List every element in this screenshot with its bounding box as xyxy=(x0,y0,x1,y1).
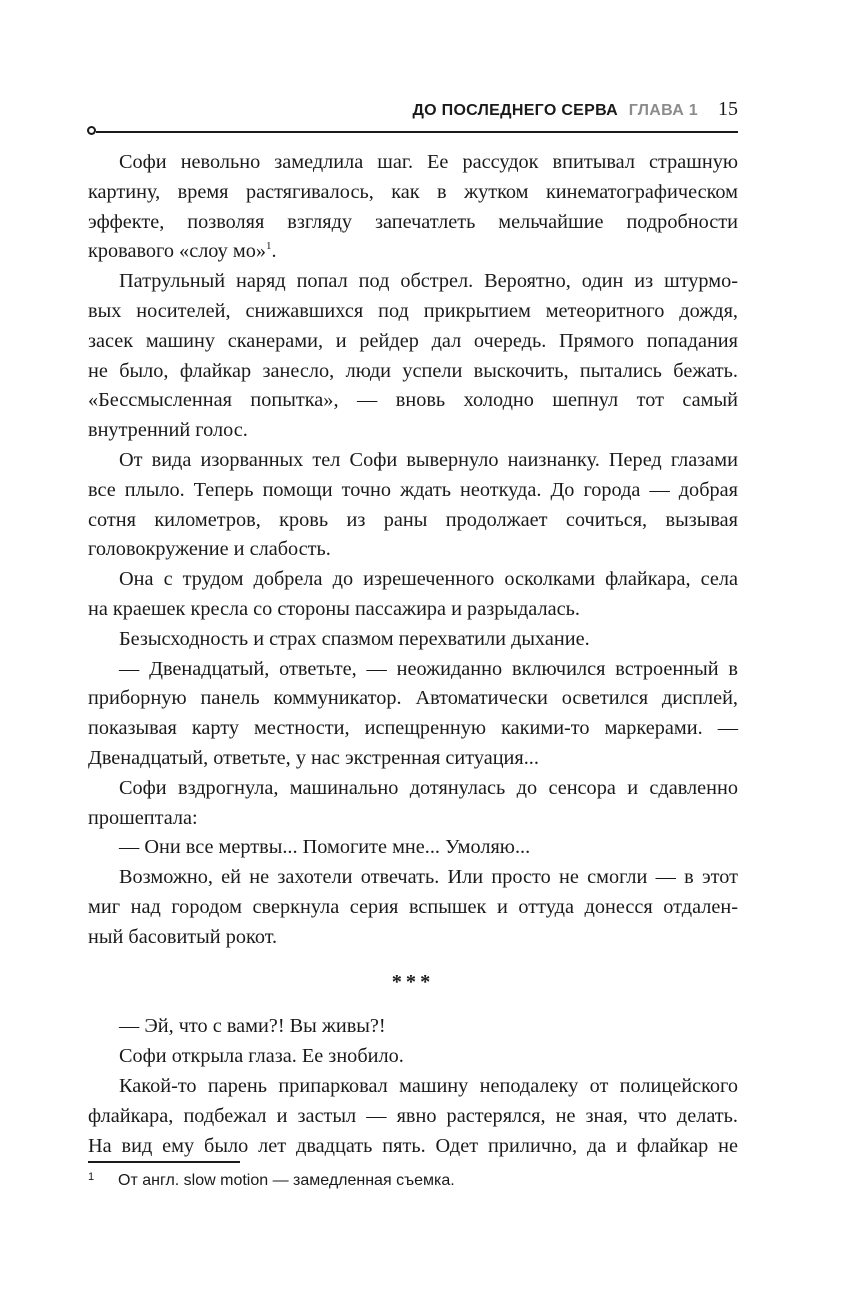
page-number: 15 xyxy=(718,98,738,120)
book-title: ДО ПОСЛЕДНЕГО СЕРВА xyxy=(412,102,619,119)
text-line: — Эй, что с вами?! Вы живы?! xyxy=(119,1015,386,1038)
footnote-marker: 1 xyxy=(88,1171,95,1183)
text-line: внутренний голос. xyxy=(88,419,248,442)
running-head xyxy=(412,102,698,120)
text-line: Софи вздрогнула, машинально дотянулась до сенсора и сдавленно xyxy=(119,776,738,799)
text-line: — Двенадцатый, ответьте, — неожиданно включился встроенный в xyxy=(119,657,738,680)
text-line: Она с трудом добрела до изрешеченного осколками флайкара, села xyxy=(119,568,738,591)
text-line: засек машину сканерами, и рейдер дал очередь. Прямого попадания xyxy=(88,329,738,352)
footnote-text: От англ. slow motion — замедленная съемка. xyxy=(118,1172,455,1189)
text-line: От вида изорванных тел Софи вывернуло наизнанку. Перед глазами xyxy=(119,448,738,471)
footnote-reference[interactable]: 1 xyxy=(266,240,272,253)
text-line: Безысходность и страх спазмом перехватили дыхание. xyxy=(119,627,590,650)
header-rule xyxy=(96,131,738,133)
text-line: Патрульный наряд попал под обстрел. Вероятно, один из штурмо- xyxy=(119,270,738,293)
text-line xyxy=(88,237,738,267)
text-line: головокружение и слабость. xyxy=(88,538,331,561)
text-line: «Бессмысленная попытка», — вновь холодно шепнул тот самый xyxy=(88,389,738,412)
text-line: эффекте, позволяя взгляду запечатлеть мельчайшие подробности xyxy=(88,210,738,233)
scene-break: *** xyxy=(391,970,435,993)
text-line: на краешек кресла со стороны пассажира и разрыдалась. xyxy=(88,597,580,620)
text-line: ный басовитый рокот. xyxy=(88,925,278,948)
text-line: Какой-то парень припарковал машину неподалеку от полицейского xyxy=(119,1074,738,1097)
running-header xyxy=(88,96,738,136)
sentence-period: . xyxy=(271,240,277,263)
footnote xyxy=(88,1170,738,1192)
text-line: Софи открыла глаза. Ее знобило. xyxy=(119,1045,404,1068)
text-line: На вид ему было лет двадцать пять. Одет прилично, да и флайкар не xyxy=(88,1134,738,1157)
chapter-label: ГЛАВА 1 xyxy=(628,102,698,119)
header-rule-dot xyxy=(87,126,96,135)
text-line: не было, флайкар занесло, люди успели выскочить, пытались бежать. xyxy=(88,359,738,382)
text-line: приборную панель коммуникатор. Автоматически осветился дисплей, xyxy=(88,687,738,710)
text-line: картину, время растягивалось, как в жутком кинематографическом xyxy=(88,180,738,203)
section-gap xyxy=(88,997,738,1012)
text-line: флайкара, подбежал и застыл — явно растерялся, не зная, что делать. xyxy=(88,1104,738,1127)
text-line: — Они все мертвы... Помогите мне... Умоляю... xyxy=(119,836,531,859)
text-line: Софи невольно замедлила шаг. Ее рассудок впитывал страшную xyxy=(119,151,738,173)
text-line: Двенадцатый, ответьте, у нас экстренная ситуация... xyxy=(88,746,539,769)
section-gap xyxy=(88,953,738,968)
text-line: сотня километров, кровь из раны продолжает сочиться, вызывая xyxy=(88,508,738,531)
text-fragment: кровавого «слоу мо» xyxy=(88,240,267,263)
text-line: прошептала: xyxy=(88,806,198,829)
footnote-rule xyxy=(88,1161,240,1163)
body-text xyxy=(88,148,738,1161)
text-line: Возможно, ей не захотели отвечать. Или просто не смогли — в этот xyxy=(119,866,738,889)
text-line: показывая карту местности, испещренную какими-то маркерами. — xyxy=(88,717,738,740)
text-line: вых носителей, снижавшихся под прикрытием метеоритного дождя, xyxy=(88,299,738,322)
text-line: все плыло. Теперь помощи точно ждать неоткуда. До города — добрая xyxy=(88,478,738,501)
text-line: миг над городом сверкнула серия вспышек и оттуда донесся отдален- xyxy=(88,895,738,918)
